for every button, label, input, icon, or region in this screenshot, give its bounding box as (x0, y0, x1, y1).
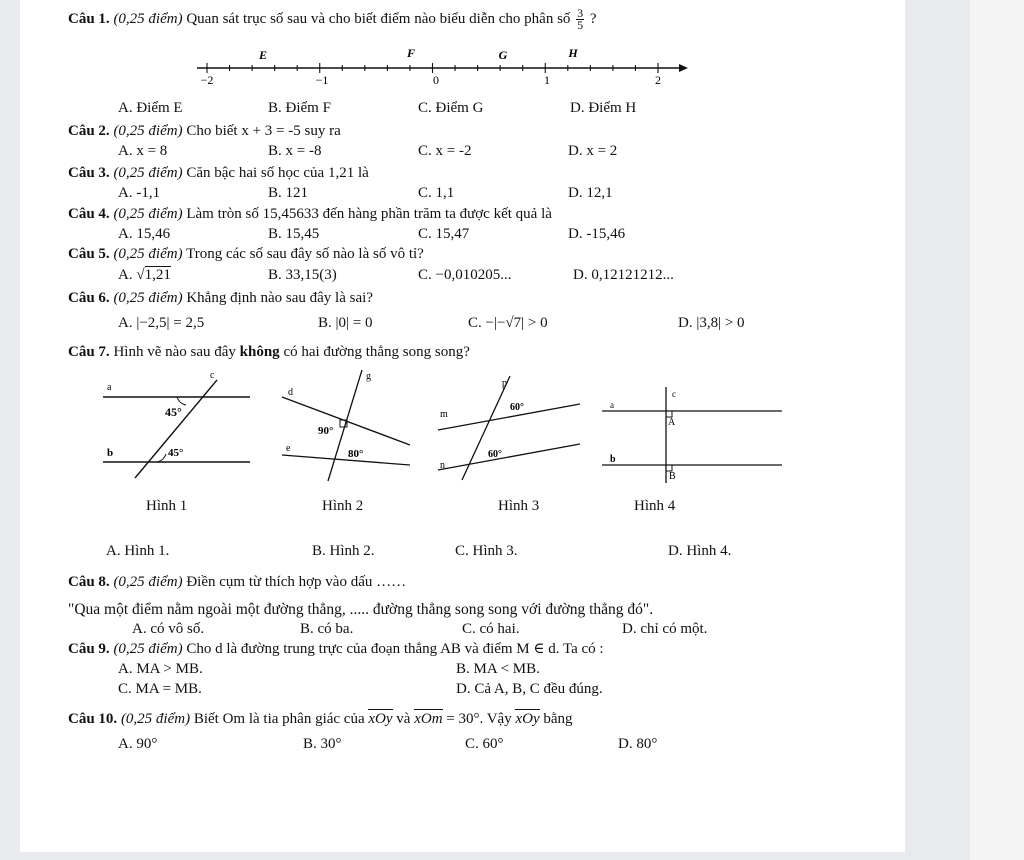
option-letter: A. (118, 267, 133, 283)
option-b[interactable]: B. |0| = 0 (318, 315, 373, 331)
figure-caption: Hình 3 (498, 498, 540, 514)
option-c[interactable]: C. 60° (465, 736, 504, 752)
question-text: có hai đường thẳng song song? (283, 344, 470, 360)
line-label: d (288, 387, 293, 398)
point-label-f: F (406, 46, 416, 60)
tick-label: 2 (655, 73, 661, 87)
option-b[interactable]: B. MA < MB. (456, 661, 540, 677)
option-c[interactable]: C. −|−√7| > 0 (468, 315, 548, 331)
option-a[interactable]: A. |−2,5| = 2,5 (118, 315, 205, 331)
option-d[interactable]: D. x = 2 (568, 143, 618, 159)
question-9 (68, 640, 604, 658)
line-label: e (286, 443, 291, 454)
option-a[interactable] (118, 266, 171, 284)
question-points: (0,25 điểm) (113, 123, 183, 139)
option-c[interactable]: C. có hai. (462, 621, 520, 637)
question-text: Hình vẽ nào sau đây (113, 344, 236, 360)
angle-label: 80° (348, 448, 364, 460)
option-b[interactable]: B. 30° (303, 736, 342, 752)
question-text: Trong các số sau đây số nào là số vô tỉ? (186, 246, 424, 262)
option-d[interactable]: D. Hình 4. (668, 543, 732, 559)
option-d[interactable]: D. 12,1 (568, 185, 613, 201)
sqrt-symbol: √ (136, 267, 145, 283)
fraction-denominator: 5 (577, 18, 584, 32)
option-d[interactable]: D. |3,8| > 0 (678, 315, 745, 331)
question-text: = 30°. Vậy (446, 711, 512, 727)
question-points: (0,25 điểm) (113, 165, 183, 181)
question-text: Làm tròn số 15,45633 đến hàng phần trăm ta được kết quả là (186, 206, 552, 222)
question-text: Cho d là đường trung trực của đoạn thẳng AB và điểm M ∈ d. Ta có : (186, 641, 604, 657)
point-label: A (668, 417, 676, 428)
question-label: Câu 3. (68, 165, 110, 181)
question-label: Câu 10. (68, 711, 118, 727)
question-3 (68, 164, 369, 182)
question-text: Điền cụm từ thích hợp vào dấu …… (186, 574, 407, 590)
question-label: Câu 2. (68, 123, 110, 139)
figure-3 (430, 372, 585, 482)
question-points: (0,25 điểm) (113, 246, 183, 262)
option-d[interactable]: D. 80° (618, 736, 658, 752)
question-emphasis: không (239, 344, 280, 360)
line-label: g (366, 371, 371, 382)
line-p (462, 376, 510, 480)
option-c[interactable]: C. MA = MB. (118, 681, 202, 697)
line-label: b (107, 447, 114, 459)
option-c[interactable]: C. Hình 3. (455, 543, 518, 559)
fraction-numerator: 3 (577, 6, 584, 20)
question-5 (68, 245, 424, 263)
option-c[interactable]: C. Điểm G (418, 100, 484, 116)
question-label: Câu 6. (68, 290, 110, 306)
tick-label: 1 (544, 73, 550, 87)
line-c (135, 380, 217, 478)
angle-label: 45° (168, 447, 184, 459)
question-label: Câu 8. (68, 574, 110, 590)
question-points: (0,25 điểm) (113, 290, 183, 306)
line-label: n (440, 460, 445, 471)
option-a[interactable]: A. Điểm E (118, 100, 183, 116)
line-n (438, 444, 580, 470)
point-label: B (669, 471, 676, 482)
option-d[interactable]: D. Điểm H (570, 100, 637, 116)
option-c[interactable]: C. −0,010205... (418, 267, 512, 283)
option-a[interactable]: A. -1,1 (118, 185, 161, 201)
option-b[interactable]: B. x = -8 (268, 143, 322, 159)
question-label: Câu 7. (68, 344, 110, 360)
question-text: bằng (543, 711, 573, 727)
question-text: Cho biết x + 3 = -5 suy ra (186, 123, 341, 139)
question-quote: "Qua một điểm nằm ngoài một đường thẳng, ..... đường thẳng song song với đường thẳng đó". (68, 601, 654, 618)
option-b[interactable]: B. có ba. (300, 621, 354, 637)
option-b[interactable]: B. 15,45 (268, 226, 320, 242)
question-text: Căn bậc hai số học của 1,21 là (186, 165, 369, 181)
option-a[interactable]: A. 90° (118, 736, 158, 752)
option-a[interactable]: A. Hình 1. (106, 543, 170, 559)
option-d[interactable]: D. Cả A, B, C đều đúng. (456, 681, 603, 697)
sqrt-radicand: 1,21 (144, 267, 171, 283)
figure-4 (600, 385, 785, 485)
question-points: (0,25 điểm) (113, 641, 183, 657)
question-points: (0,25 điểm) (113, 206, 183, 222)
option-b[interactable]: B. 33,15(3) (268, 267, 337, 283)
angle-label: 90° (318, 425, 334, 437)
point-label-g: G (498, 48, 508, 62)
line-label: a (107, 382, 112, 393)
option-d[interactable]: D. -15,46 (568, 226, 626, 242)
question-end: ? (589, 10, 597, 27)
question-points: (0,25 điểm) (113, 574, 183, 590)
question-text: và (396, 711, 411, 727)
angle-label: 60° (488, 449, 502, 460)
point-label-e: E (258, 48, 268, 62)
option-a[interactable]: A. MA > MB. (118, 661, 203, 677)
line-label: c (672, 389, 676, 399)
option-b[interactable]: B. 121 (268, 185, 309, 201)
option-c[interactable]: C. 1,1 (418, 185, 455, 201)
option-a[interactable]: A. 15,46 (118, 226, 171, 242)
option-a[interactable]: A. có vô số. (132, 621, 205, 637)
question-4 (68, 205, 552, 223)
angle-symbol: xOy (368, 711, 393, 727)
fraction (576, 8, 584, 31)
question-label: Câu 9. (68, 641, 110, 657)
angle-arc (157, 454, 166, 462)
tick-label: 0 (433, 73, 439, 87)
angle-symbol: xOm (414, 711, 443, 727)
question-label: Câu 4. (68, 206, 110, 222)
axis-arrow (679, 64, 688, 72)
question-points: (0,25 điểm) (113, 10, 183, 27)
question-points: (0,25 điểm) (120, 711, 191, 727)
option-c[interactable]: C. x = -2 (418, 143, 472, 159)
angle-arc (177, 397, 186, 405)
number-line (195, 40, 690, 92)
option-d[interactable]: D. chỉ có một. (622, 621, 708, 637)
line-label: c (210, 370, 215, 381)
question-label: Câu 1. (68, 10, 110, 27)
option-b[interactable]: B. Hình 2. (312, 543, 375, 559)
line-e (282, 455, 410, 465)
question-1 (68, 8, 597, 31)
tick-label: −1 (315, 73, 329, 87)
question-10 (68, 710, 573, 728)
figure-caption: Hình 4 (634, 498, 676, 514)
question-8 (68, 573, 406, 591)
figure-caption: Hình 1 (146, 498, 188, 514)
angle-symbol: xOy (515, 711, 540, 727)
question-6 (68, 289, 373, 307)
question-text: Khẳng định nào sau đây là sai? (186, 290, 373, 306)
question-label: Câu 5. (68, 246, 110, 262)
option-c[interactable]: C. 15,47 (418, 226, 470, 242)
line-label: m (440, 409, 448, 420)
point-label-h: H (568, 46, 578, 60)
question-7 (68, 343, 470, 361)
figure-caption: Hình 2 (322, 498, 364, 514)
tick-label: −2 (200, 73, 214, 87)
axis-ticks (207, 63, 658, 73)
option-b[interactable]: B. Điểm F (268, 100, 331, 116)
angle-label: 60° (510, 402, 524, 413)
figure-1 (95, 370, 255, 480)
figure-2 (280, 365, 415, 483)
right-margin (970, 0, 1024, 860)
question-2 (68, 122, 341, 140)
line-label: p (502, 378, 507, 389)
line-m (438, 404, 580, 430)
option-d[interactable]: D. 0,12121212... (573, 267, 674, 283)
question-text: Quan sát trục số sau và cho biết điểm nào biểu diễn cho phân số (186, 10, 571, 27)
line-label: a (610, 400, 614, 410)
option-a[interactable]: A. x = 8 (118, 143, 168, 159)
question-text: Biết Om là tia phân giác của (193, 711, 365, 727)
angle-label: 45° (165, 405, 182, 419)
line-label: b (610, 454, 616, 465)
